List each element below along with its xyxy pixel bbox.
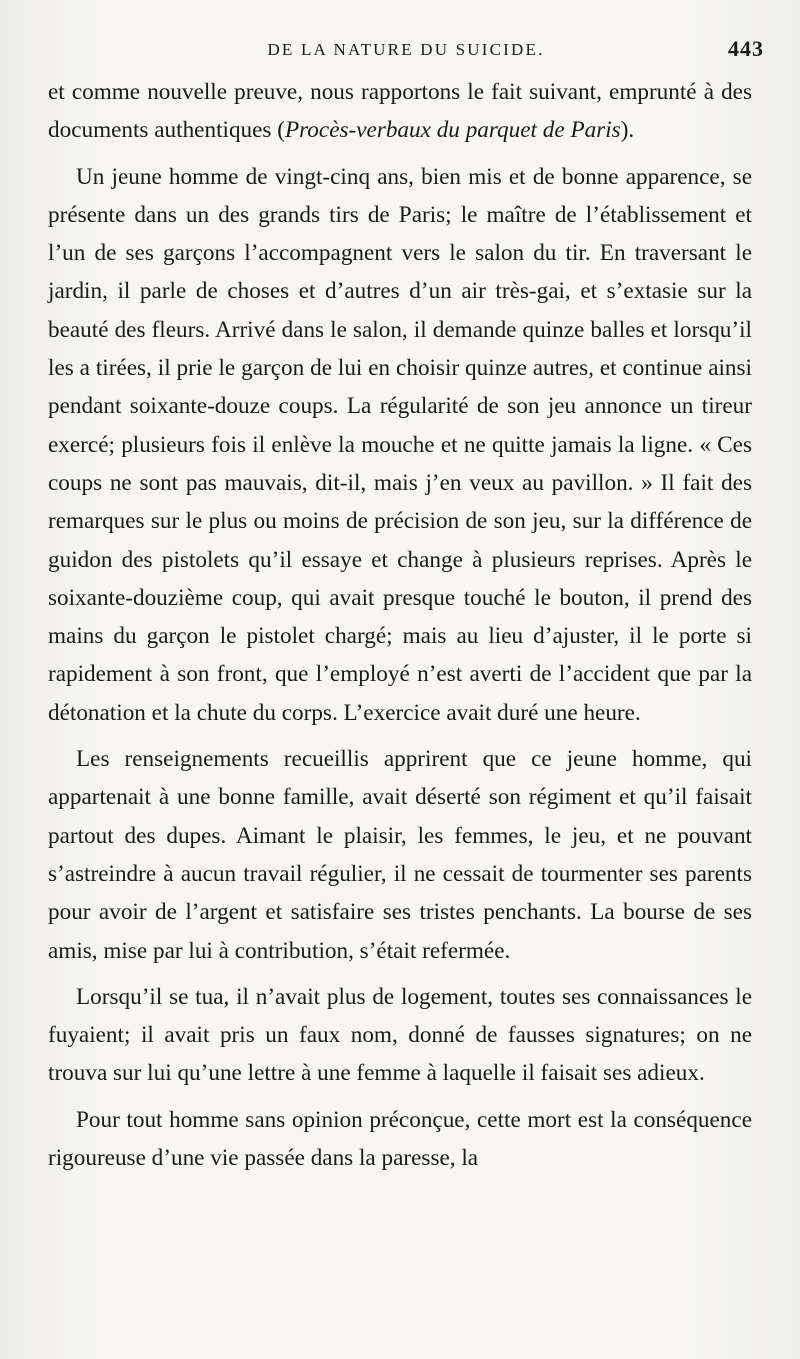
- source-citation: Procès-verbaux du parquet de Paris: [284, 117, 621, 144]
- paragraph-5: Pour tout homme sans opinion préconçue, cette mort est la conséquence rigoureuse d’une vie passée dans la paresse, la: [48, 1106, 752, 1172]
- paragraph-1-end: ).: [620, 117, 635, 144]
- running-title: DE LA NATURE DU SUICIDE.: [267, 40, 545, 59]
- paragraph-2: Un jeune homme de vingt-cinq ans, bien mis et de bonne apparence, se présente dans un des grands tirs de Paris; le maître de l’établissement et l’un de ses garçons l’accompagnent vers le salon du tir. En traversant le jardin, il parle de choses et d’autres d’un air très-gai, et s’extasie sur la beauté des fleurs. Arrivé dans le salon, il demande quinze balles et lorsqu’il les a tirées, il prie le garçon de lui en choisir quinze autres, et continue ainsi pendant soixante-douze coups. La régularité de son jeu annonce un tireur exercé; plusieurs fois il enlève la mouche et ne quitte jamais la ligne. « Ces coups ne sont pas mauvais, dit-il, mais j’en veux au pavillon. » Il fait des remarques sur le plus ou moins de précision de son jeu, sur la différence de guidon des pistolets qu’il essaye et change à plusieurs reprises. Après le soixante-douzième coup, qui avait presque touché le bouton, il prend des mains du garçon le pistolet chargé; mais au lieu d’ajuster, il le porte si rapidement à son front, que l’employé n’est averti de l’accident que par la détonation et la chute du corps. L’exercice avait duré une heure.: [48, 163, 752, 726]
- page-header: [48, 36, 764, 70]
- paragraph-1: [48, 73, 752, 150]
- paragraph-4: Lorsqu’il se tua, il n’avait plus de logement, toutes ses connaissances le fuyaient; il avait pris un faux nom, donné de fausses signatures; on ne trouva sur lui qu’une lettre à une femme à laquelle il faisait ses adieux.: [48, 983, 752, 1087]
- body-text: [48, 73, 752, 1177]
- paragraph-1-text: et comme nouvelle preuve, nous rapportons le fait suivant, emprunté à des documents authentiques (: [48, 79, 752, 144]
- page-number: 443: [728, 36, 764, 61]
- paragraph-3: Les renseignements recueillis apprirent que ce jeune homme, qui appartenait à une bonne famille, avait déserté son régiment et qu’il faisait partout des dupes. Aimant le plaisir, les femmes, le jeu, et ne pouvant s’astreindre à aucun travail régulier, il ne cessait de tourmenter ses parents pour avoir de l’argent et satisfaire ses tristes penchants. La bourse de ses amis, mise par lui à contribution, s’était refermée.: [48, 746, 752, 964]
